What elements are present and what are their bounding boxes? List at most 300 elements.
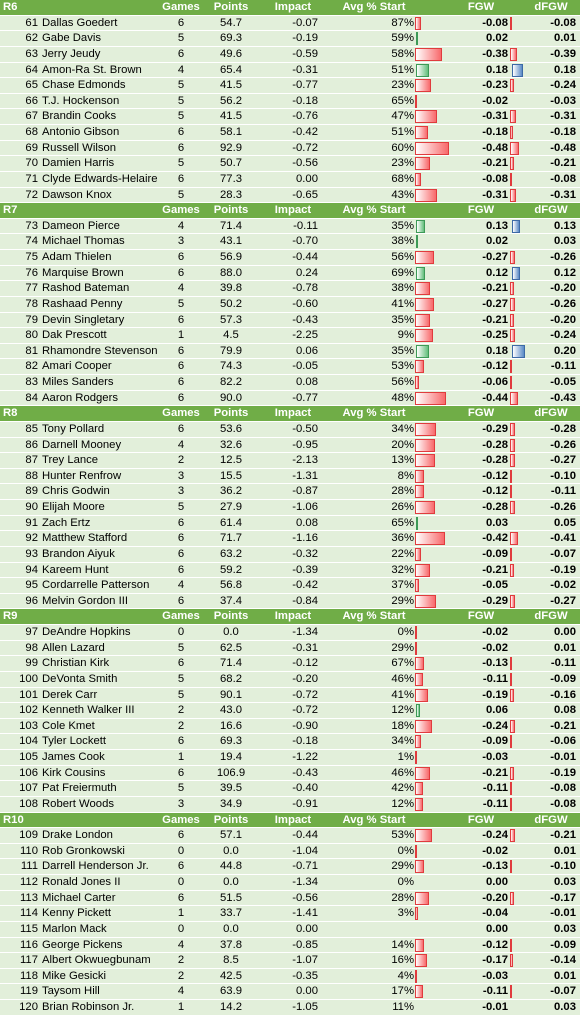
games-value: 4 (177, 282, 185, 295)
start-neg-bar (415, 626, 417, 639)
dfgw-value: 0.20 (554, 344, 576, 357)
table-row (0, 219, 580, 235)
player-name: Kenny Pickett (42, 907, 112, 920)
start-pct-value: 42% (391, 782, 414, 795)
start-neg-bar (415, 142, 449, 155)
column-header-games: Games (162, 204, 200, 217)
column-header-impact: Impact (274, 407, 312, 420)
column-header-dfgw: dFGW (534, 610, 568, 623)
player-rank: 81 (25, 344, 38, 357)
fgw-neg-bar (510, 532, 518, 545)
start-pct-value: 46% (391, 672, 414, 685)
start-pct-value: 58% (391, 47, 414, 60)
column-header-start: Avg % Start (342, 610, 406, 623)
start-pct-value: 38% (391, 282, 414, 295)
start-neg-bar (415, 251, 434, 264)
fgw-neg-bar (510, 860, 512, 873)
games-value: 5 (177, 782, 185, 795)
points-value: 51.5 (220, 891, 242, 904)
column-header-points: Points (213, 1, 249, 13)
games-value: 6 (177, 313, 185, 326)
fgw-value: -0.28 (482, 454, 508, 467)
start-pct-value: 51% (391, 126, 414, 138)
impact-value: 0.08 (296, 516, 318, 529)
fgw-value: 0.02 (486, 32, 508, 45)
player-name: Cole Kmet (42, 719, 95, 732)
dfgw-value: -0.17 (550, 891, 576, 904)
points-value: 59.2 (220, 563, 242, 576)
points-value: 27.9 (220, 501, 242, 513)
fgw-neg-bar (510, 79, 514, 92)
start-pct-value: 29% (391, 860, 414, 873)
player-rank: 84 (25, 391, 38, 404)
table-row (0, 734, 580, 750)
fgw-neg-bar (510, 189, 516, 202)
player-rank: 73 (25, 219, 38, 232)
column-header-impact: Impact (274, 1, 312, 13)
player-name: DeAndre Hopkins (42, 626, 131, 638)
dfgw-value: -0.07 (550, 985, 576, 998)
player-rank: 65 (25, 79, 38, 92)
points-value: 0.0 (223, 626, 239, 638)
points-value: 74.3 (220, 360, 242, 373)
fgw-neg-bar (510, 829, 515, 842)
player-rank: 111 (20, 860, 38, 873)
games-value: 2 (177, 969, 185, 982)
impact-value: -0.60 (292, 297, 318, 310)
games-value: 6 (177, 891, 185, 904)
points-value: 61.4 (220, 516, 242, 529)
dfgw-value: -0.31 (550, 110, 576, 123)
points-value: 71.7 (220, 532, 242, 545)
fgw-neg-bar (510, 17, 512, 30)
start-neg-bar (415, 642, 417, 655)
dfgw-value: 0.08 (554, 704, 576, 717)
player-name: Amon-Ra St. Brown (42, 63, 142, 76)
games-value: 3 (177, 797, 185, 810)
player-name: Chris Godwin (42, 485, 110, 498)
games-value: 4 (177, 63, 185, 76)
table-row (0, 328, 580, 344)
player-name: Dawson Knox (42, 188, 112, 201)
fgw-neg-bar (510, 501, 515, 514)
fgw-value: 0.13 (486, 219, 508, 232)
start-neg-bar (415, 782, 423, 795)
games-value: 6 (177, 251, 185, 263)
start-pct-value: 1% (397, 751, 414, 763)
dfgw-value: -0.11 (550, 360, 576, 373)
fgw-value: -0.18 (482, 126, 508, 138)
player-name: Allen Lazard (42, 641, 105, 654)
points-value: 0.0 (223, 922, 239, 935)
player-name: Albert Okwuegbunam (42, 954, 151, 967)
points-value: 62.5 (220, 641, 242, 654)
games-value: 6 (177, 657, 185, 670)
player-rank: 110 (19, 844, 38, 857)
table-row (0, 531, 580, 547)
games-value: 2 (177, 719, 185, 732)
table-row (0, 344, 580, 360)
impact-value: -0.18 (292, 735, 318, 748)
fgw-value: -0.42 (482, 532, 508, 545)
player-name: James Cook (42, 751, 105, 763)
dfgw-value: -0.02 (550, 579, 576, 592)
player-rank: 103 (19, 719, 38, 732)
points-value: 15.5 (220, 469, 242, 482)
table-row (0, 422, 580, 438)
fgw-value: -0.08 (482, 16, 508, 29)
fgw-value: -0.12 (482, 360, 508, 373)
player-name: Jerry Jeudy (42, 47, 101, 60)
impact-value: 0.00 (296, 985, 318, 998)
start-pct-value: 29% (391, 641, 414, 654)
impact-value: -0.43 (292, 313, 318, 326)
player-rank: 64 (25, 63, 38, 76)
games-value: 6 (177, 735, 185, 748)
impact-value: -0.43 (292, 766, 318, 779)
start-pct-value: 23% (391, 79, 414, 92)
table-row (0, 594, 580, 610)
fgw-value: -0.11 (482, 782, 508, 795)
games-value: 6 (177, 422, 185, 435)
start-neg-bar (415, 501, 435, 514)
dfgw-value: -0.21 (550, 157, 576, 170)
fgw-neg-bar (510, 314, 514, 327)
player-rank: 77 (25, 282, 38, 295)
dfgw-value: -0.09 (550, 672, 576, 685)
start-neg-bar (415, 95, 417, 108)
fgw-value: -0.02 (482, 844, 508, 857)
impact-value: -1.05 (292, 1001, 318, 1013)
player-rank: 78 (25, 297, 38, 310)
start-pct-value: 36% (391, 532, 414, 545)
points-value: 50.7 (220, 157, 242, 170)
start-pct-value: 53% (391, 829, 414, 842)
player-rank: 115 (19, 922, 38, 935)
table-row (0, 469, 580, 485)
impact-value: -2.13 (292, 454, 318, 467)
games-value: 0 (177, 876, 185, 888)
dfgw-value: -0.10 (550, 860, 576, 873)
dfgw-value: -0.01 (550, 751, 576, 763)
games-value: 0 (177, 844, 185, 857)
table-row (0, 47, 580, 63)
games-value: 5 (177, 157, 185, 170)
games-value: 4 (177, 985, 185, 998)
fgw-value: -0.02 (482, 626, 508, 638)
player-name: Dak Prescott (42, 329, 107, 342)
player-rank: 83 (25, 376, 38, 388)
player-name: T.J. Hockenson (42, 94, 120, 107)
start-pct-value: 65% (391, 94, 414, 107)
fgw-neg-bar (510, 485, 512, 498)
points-value: 92.9 (220, 141, 242, 154)
table-row (0, 78, 580, 94)
games-value: 6 (177, 266, 185, 279)
dfgw-value: -0.21 (550, 829, 576, 842)
games-value: 6 (177, 360, 185, 373)
impact-value: -0.20 (292, 672, 318, 685)
player-rank: 98 (25, 641, 38, 654)
player-name: Elijah Moore (42, 501, 105, 513)
fgw-neg-bar (510, 735, 512, 748)
fgw-neg-bar (510, 173, 512, 186)
column-header-points: Points (213, 610, 249, 623)
fgw-neg-bar (510, 564, 514, 577)
start-pct-value: 53% (391, 360, 414, 373)
column-header-points: Points (213, 813, 249, 826)
player-name: Dameon Pierce (42, 219, 120, 232)
games-value: 6 (177, 547, 185, 560)
points-value: 57.1 (220, 829, 242, 842)
games-value: 6 (177, 344, 185, 357)
fgw-value: -0.03 (482, 751, 508, 763)
impact-value: -0.56 (292, 157, 318, 170)
column-header-fgw: FGW (467, 204, 495, 217)
player-name: Zach Ertz (42, 516, 91, 529)
player-name: Kirk Cousins (42, 766, 106, 779)
fgw-value: -0.29 (482, 422, 508, 435)
fgw-value: -0.31 (482, 110, 508, 123)
player-rank: 95 (25, 579, 38, 592)
player-name: Pat Freiermuth (42, 782, 117, 795)
games-value: 3 (177, 485, 185, 498)
start-neg-bar (415, 189, 437, 202)
player-name: Cordarrelle Patterson (42, 579, 150, 592)
start-neg-bar (415, 439, 435, 452)
start-pct-value: 46% (391, 766, 414, 779)
start-pct-value: 51% (391, 63, 414, 76)
dfgw-value: 0.00 (554, 626, 576, 638)
player-rank: 106 (19, 766, 38, 779)
column-header-fgw: FGW (467, 407, 495, 420)
fgw-value: -0.05 (482, 579, 508, 592)
player-name: Melvin Gordon III (42, 594, 129, 607)
fgw-value: -0.25 (482, 329, 508, 342)
games-value: 6 (177, 141, 185, 154)
points-value: 37.8 (220, 938, 242, 951)
start-neg-bar (415, 423, 436, 436)
points-value: 44.8 (220, 860, 242, 873)
start-neg-bar (415, 845, 417, 858)
table-row (0, 891, 580, 907)
points-value: 54.7 (220, 16, 242, 29)
dfgw-value: -0.28 (550, 422, 576, 435)
points-value: 71.4 (220, 657, 242, 670)
points-value: 19.4 (220, 751, 242, 763)
start-pct-value: 11% (392, 1001, 414, 1013)
fgw-value: -0.13 (482, 657, 508, 670)
player-rank: 82 (25, 360, 38, 373)
dfgw-value: -0.11 (550, 657, 576, 670)
start-neg-bar (415, 720, 432, 733)
fgw-value: -0.12 (482, 469, 508, 482)
points-value: 69.3 (220, 32, 242, 45)
points-value: 34.9 (220, 797, 242, 810)
start-neg-bar (415, 110, 437, 123)
impact-value: -0.32 (292, 547, 318, 560)
player-name: Clyde Edwards-Helaire (42, 172, 158, 185)
start-pct-value: 23% (391, 157, 414, 170)
fgw-value: -0.27 (482, 251, 508, 263)
start-pct-value: 47% (391, 110, 414, 123)
column-header-fgw: FGW (467, 1, 495, 13)
fgw-neg-bar (510, 298, 515, 311)
games-value: 6 (177, 172, 185, 185)
points-value: 8.5 (223, 954, 239, 967)
column-header-dfgw: dFGW (534, 407, 568, 420)
fgw-neg-bar (510, 126, 513, 139)
player-rank: 101 (19, 688, 38, 701)
player-name: Antonio Gibson (42, 126, 120, 138)
dfgw-value: 0.03 (554, 922, 576, 935)
dfgw-value: -0.26 (550, 501, 576, 513)
start-neg-bar (415, 954, 427, 967)
fgw-value: -0.28 (482, 501, 508, 513)
player-rank: 88 (25, 469, 38, 482)
dfgw-value: 0.01 (554, 32, 576, 45)
games-value: 6 (177, 829, 185, 842)
player-name: Brandon Aiyuk (42, 547, 115, 560)
player-name: Mike Gesicki (42, 969, 107, 982)
table-row (0, 516, 580, 532)
player-name: Tyler Lockett (42, 735, 107, 748)
start-pos-bar (416, 345, 429, 358)
player-rank: 80 (25, 329, 38, 342)
points-value: 90.1 (220, 688, 242, 701)
table-row (0, 125, 580, 141)
table-row (0, 281, 580, 297)
start-pct-value: 16% (391, 954, 414, 967)
fgw-value: -0.01 (482, 1001, 508, 1013)
dfgw-value: 0.18 (554, 63, 576, 76)
table-row (0, 375, 580, 391)
fgw-value: -0.28 (482, 438, 508, 451)
player-rank: 114 (19, 907, 38, 920)
points-value: 88.0 (220, 266, 242, 279)
table-row (0, 109, 580, 125)
impact-value: -0.50 (292, 422, 318, 435)
dfgw-value: -0.14 (550, 954, 576, 967)
start-neg-bar (415, 595, 436, 608)
table-row (0, 16, 580, 32)
start-neg-bar (415, 157, 430, 170)
player-name: Russell Wilson (42, 141, 117, 154)
start-pct-value: 17% (391, 985, 414, 998)
start-neg-bar (415, 532, 445, 545)
fgw-neg-bar (510, 454, 515, 467)
start-neg-bar (415, 376, 419, 389)
fgw-value: -0.03 (482, 969, 508, 982)
player-rank: 87 (25, 454, 38, 467)
player-name: Gabe Davis (42, 32, 102, 45)
start-pct-value: 18% (391, 719, 414, 732)
player-rank: 99 (25, 657, 38, 670)
games-value: 6 (177, 391, 185, 404)
player-name: Tony Pollard (42, 422, 105, 435)
dfgw-value: -0.08 (550, 172, 576, 185)
impact-value: 0.00 (296, 172, 318, 185)
fgw-neg-bar (510, 939, 512, 952)
dfgw-value: -0.31 (550, 188, 576, 201)
column-header-games: Games (162, 407, 200, 420)
fgw-value: -0.02 (482, 94, 508, 107)
player-rank: 69 (25, 141, 38, 154)
player-rank: 85 (25, 422, 38, 435)
impact-value: -0.91 (292, 797, 318, 810)
player-rank: 68 (25, 126, 38, 138)
start-pos-bar (416, 517, 418, 530)
player-name: Miles Sanders (42, 376, 114, 388)
player-name: Drake London (42, 829, 113, 842)
player-rank: 92 (25, 532, 38, 545)
table-row (0, 266, 580, 282)
start-pct-value: 9% (397, 329, 414, 342)
column-header-start: Avg % Start (342, 1, 406, 13)
start-pct-value: 29% (391, 594, 414, 607)
impact-value: -0.40 (292, 782, 318, 795)
games-value: 5 (177, 79, 185, 92)
fgw-neg-bar (510, 329, 515, 342)
games-value: 6 (177, 594, 185, 607)
table-row (0, 141, 580, 157)
start-pos-bar (416, 220, 425, 233)
points-value: 42.5 (220, 969, 242, 982)
dfgw-value: -0.20 (550, 313, 576, 326)
start-neg-bar (415, 79, 431, 92)
points-value: 58.1 (220, 126, 242, 138)
start-neg-bar (415, 485, 424, 498)
start-neg-bar (415, 314, 430, 327)
fgw-value: -0.20 (482, 891, 508, 904)
column-header-points: Points (213, 204, 249, 217)
start-pct-value: 68% (391, 172, 414, 185)
points-value: 56.2 (220, 94, 242, 107)
player-rank: 61 (25, 16, 38, 29)
column-header-games: Games (162, 813, 200, 826)
start-pct-value: 56% (391, 251, 414, 263)
start-neg-bar (415, 673, 423, 686)
impact-value: -0.42 (292, 126, 318, 138)
impact-value: -0.31 (292, 63, 318, 76)
start-pct-value: 0% (397, 876, 414, 888)
table-row (0, 63, 580, 79)
impact-value: -1.04 (292, 844, 318, 857)
dfgw-value: -0.41 (550, 532, 576, 545)
points-value: 28.3 (220, 188, 242, 201)
impact-value: -0.44 (292, 829, 318, 842)
start-neg-bar (415, 985, 423, 998)
player-rank: 74 (25, 235, 38, 248)
dfgw-value: -0.06 (550, 735, 576, 748)
player-name: George Pickens (42, 938, 123, 951)
fgw-value: -0.38 (482, 47, 508, 60)
start-pct-value: 32% (391, 563, 414, 576)
dfgw-value: -0.26 (550, 297, 576, 310)
player-rank: 117 (19, 954, 38, 967)
table-row (0, 563, 580, 579)
points-value: 16.6 (220, 719, 242, 732)
points-value: 90.0 (220, 391, 242, 404)
fgw-value: -0.04 (482, 907, 508, 920)
games-value: 4 (177, 438, 185, 451)
games-value: 5 (177, 110, 185, 123)
impact-value: -1.06 (292, 501, 318, 513)
round-label: R8 (3, 407, 18, 420)
start-neg-bar (415, 798, 423, 811)
impact-value: -0.95 (292, 438, 318, 451)
dfgw-value: -0.39 (550, 47, 576, 60)
